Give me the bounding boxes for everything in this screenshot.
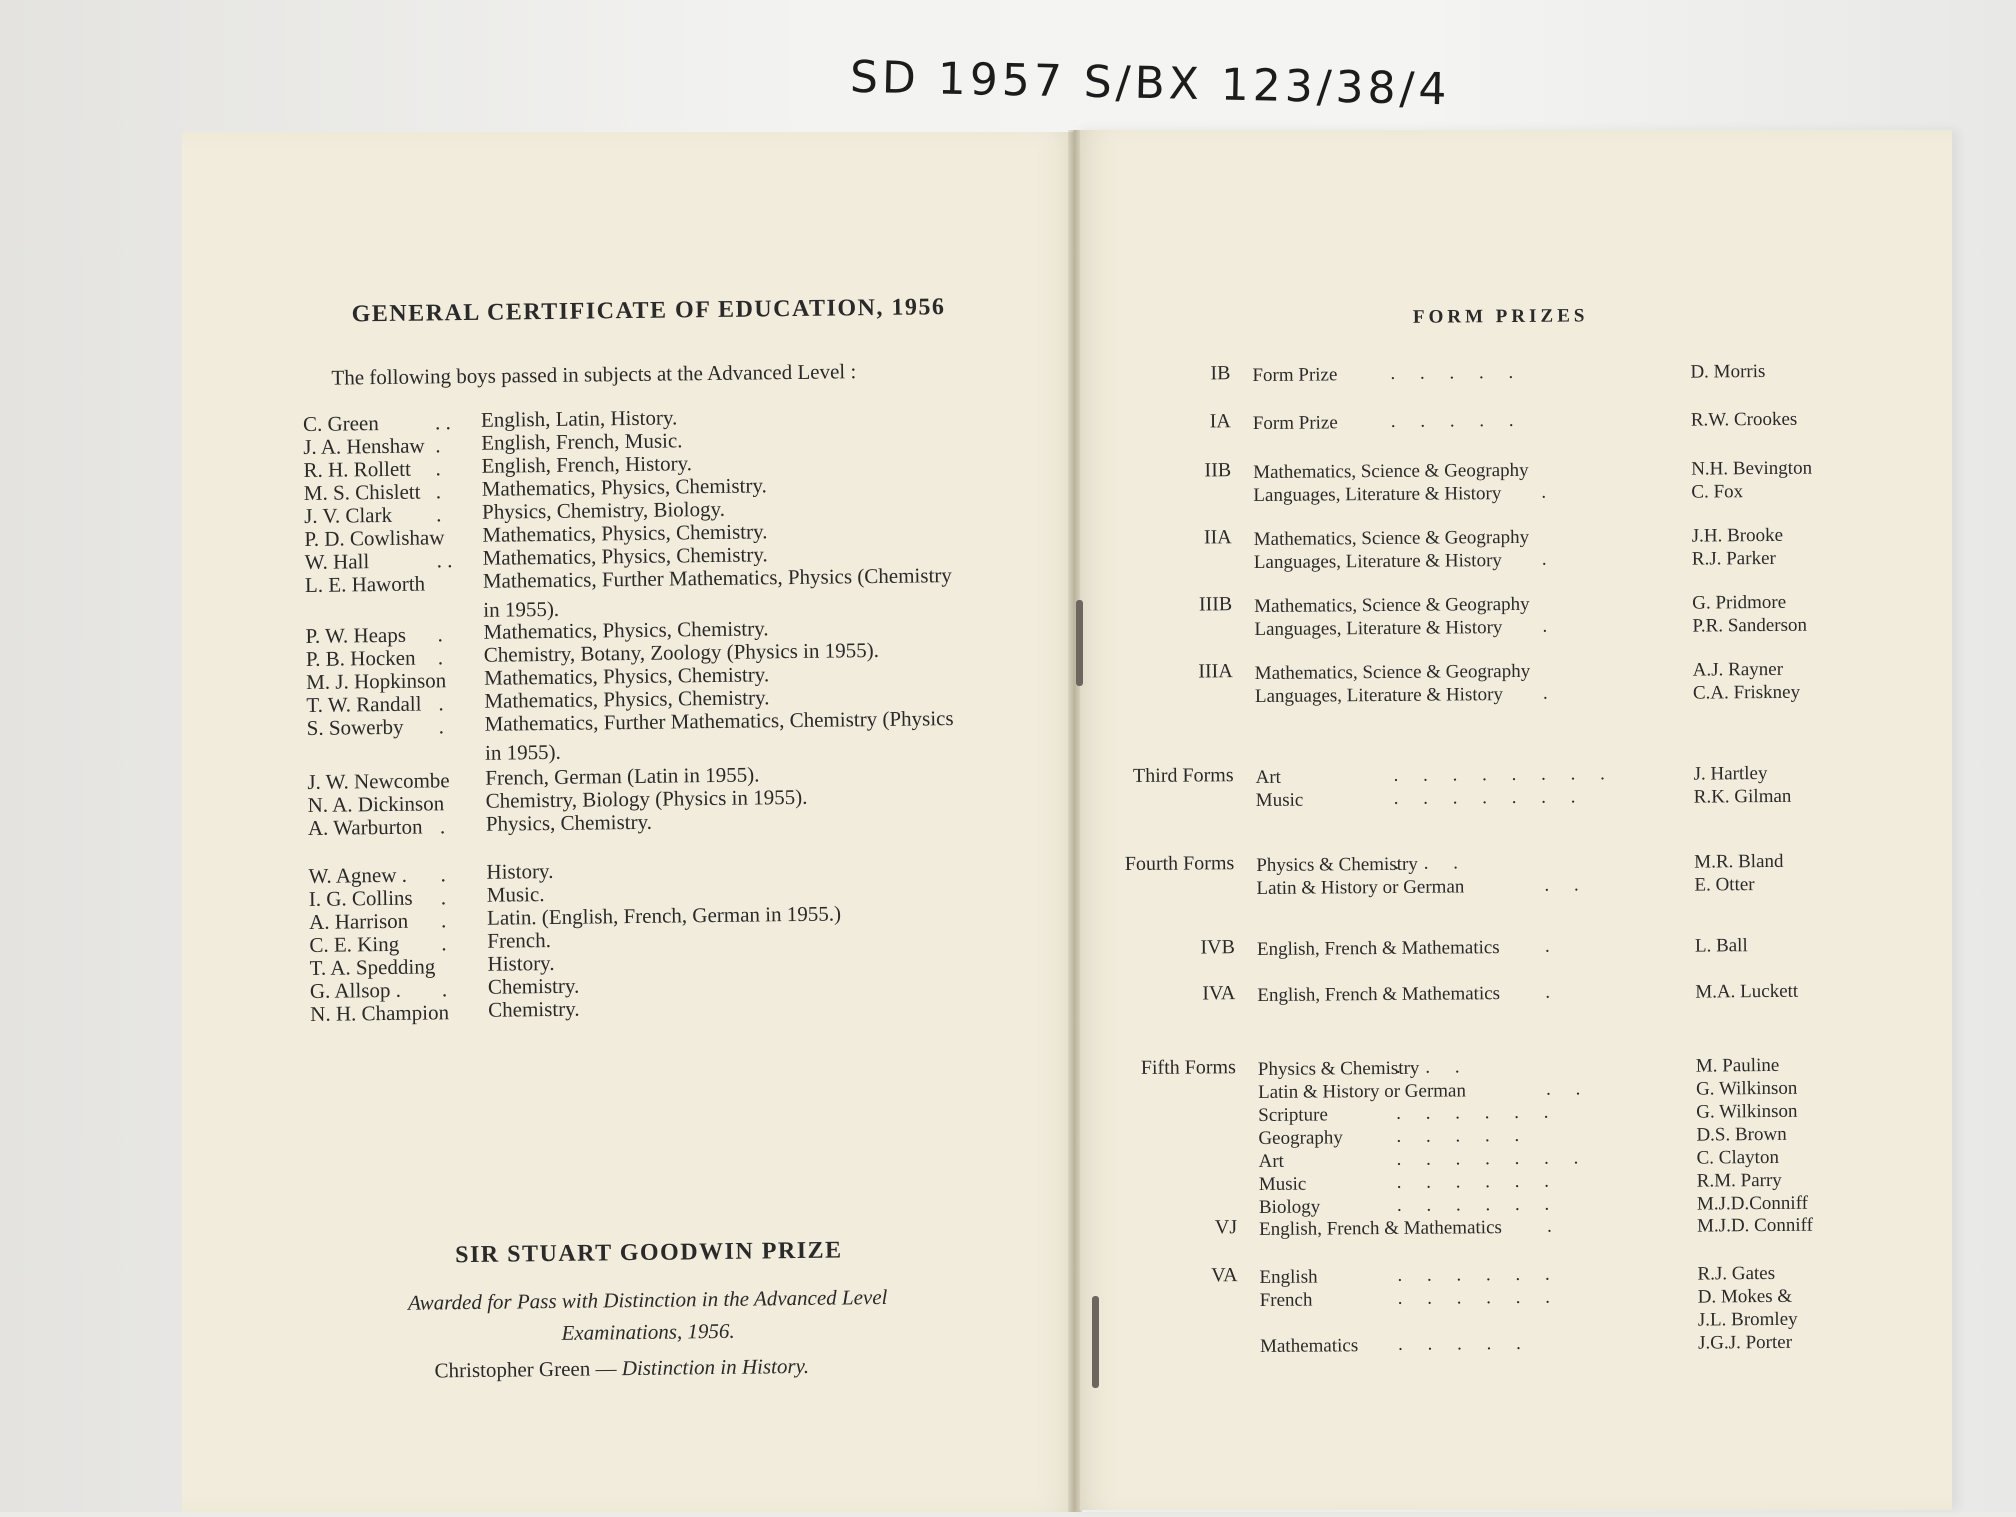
form-label: IVA	[1202, 982, 1236, 1005]
prize-leader-dots: .	[1542, 615, 1558, 637]
candidate-leader-dots: .	[435, 479, 442, 504]
form-label: VA	[1211, 1264, 1238, 1287]
prize-winner-name: E. Otter	[1694, 874, 1755, 896]
prize-leader-dots: . .	[1545, 1078, 1591, 1100]
prize-leader-dots: .	[1542, 682, 1558, 704]
prize-leader-dots: . . . . .	[1396, 1124, 1530, 1147]
prize-winner-name: R.K. Gilman	[1693, 785, 1792, 808]
candidate-leader-dots: .	[441, 977, 448, 1002]
candidate-name: N. A. Dickinson	[307, 791, 445, 817]
form-label: IIB	[1204, 459, 1232, 482]
form-label: IIIB	[1198, 593, 1233, 616]
prize-leader-dots: .	[1547, 1215, 1562, 1237]
prize-subject: Geography	[1258, 1127, 1343, 1150]
prize-winner-name: M.J.D. Conniff	[1697, 1214, 1813, 1237]
form-label: IIIA	[1198, 660, 1233, 683]
candidate-subjects: Mathematics, Further Mathematics, Physics (Chemistry in 1955).	[482, 563, 952, 622]
prize-subject: Form Prize	[1252, 364, 1338, 387]
right-page	[1074, 130, 1952, 1510]
candidate-name: A. Harrison	[308, 908, 409, 934]
candidate-leader-dots: .	[440, 885, 447, 910]
prize-winner-name: D. Morris	[1690, 361, 1766, 383]
prize-winner-name: M. Pauline	[1695, 1054, 1780, 1077]
prize-winner-name: N.H. Bevington	[1691, 457, 1813, 480]
archive-reference-handwritten: SD 1957 S/BX 123/38/4	[849, 51, 1451, 116]
candidate-name: A. Warburton	[307, 814, 423, 840]
prize-leader-dots: .	[1544, 935, 1560, 957]
prize-winner-name: C. Clayton	[1696, 1146, 1780, 1169]
candidate-subjects: Chemistry, Botany, Zoology (Physics in 1955).	[483, 637, 880, 667]
candidate-name: M. J. Hopkinson	[305, 668, 447, 694]
prize-leader-dots: . . . . . .	[1396, 1170, 1560, 1193]
form-label: Fourth Forms	[1124, 852, 1235, 876]
candidate-subjects: French, German (Latin in 1955).	[485, 762, 760, 790]
left-page-content	[173, 127, 1090, 1517]
prize-subject: Music	[1255, 789, 1304, 812]
candidate-subjects: Physics, Chemistry, Biology.	[481, 496, 726, 524]
prize-leader-dots: . . . . . . .	[1393, 786, 1586, 809]
candidate-name: C. E. King	[309, 931, 400, 957]
prize-subject: Biology	[1258, 1196, 1321, 1219]
candidate-subjects: Chemistry, Biology (Physics in 1955).	[485, 784, 808, 813]
candidate-subjects: Mathematics, Physics, Chemistry.	[481, 473, 767, 501]
prize-subject: Physics & Chemistry	[1256, 853, 1418, 877]
prize-subject: Languages, Literature & History	[1254, 684, 1504, 708]
form-label: Third Forms	[1132, 764, 1234, 787]
candidate-name: W. Hall	[304, 549, 370, 574]
candidate-name: P. D. Cowlishaw	[304, 525, 445, 551]
prize-leader-dots: .	[1545, 981, 1561, 1003]
prize-leader-dots: . . . . . .	[1397, 1263, 1560, 1286]
left-page	[182, 132, 1082, 1512]
prize-leader-dots: . . . . .	[1390, 409, 1524, 432]
prize-winner-name: G. Wilkinson	[1695, 1077, 1798, 1100]
candidate-leader-dots: .	[438, 691, 444, 716]
prize-leader-dots: . .	[1544, 874, 1589, 896]
prize-leader-dots: .	[1541, 481, 1557, 503]
prize-winner-name: R.M. Parry	[1696, 1169, 1782, 1192]
prize-winner-name: J.G.J. Porter	[1697, 1331, 1793, 1354]
staple-top	[1076, 600, 1083, 686]
candidate-leader-dots: .	[437, 645, 444, 670]
candidate-name: R. H. Rollett	[303, 456, 412, 482]
prize-winner-name: R.W. Crookes	[1690, 408, 1798, 431]
candidate-subjects: Physics, Chemistry.	[485, 809, 653, 836]
prize-winner-name: D.S. Brown	[1696, 1123, 1787, 1146]
candidate-name: C. Green	[302, 411, 379, 436]
candidate-subjects: Mathematics, Physics, Chemistry.	[482, 519, 768, 547]
form-label: IVB	[1200, 936, 1235, 959]
prize-subject: Art	[1255, 766, 1281, 789]
candidate-leader-dots: . .	[436, 548, 453, 573]
candidate-leader-dots: .	[435, 433, 441, 458]
candidate-name: L. E. Haworth	[304, 571, 426, 597]
candidate-name: T. A. Spedding	[309, 954, 436, 980]
candidate-leader-dots: .	[439, 814, 446, 839]
prize-leader-dots: . . .	[1395, 1056, 1470, 1078]
candidate-subjects: Chemistry.	[487, 973, 580, 999]
candidate-name: G. Allsop .	[309, 977, 402, 1003]
prize-winner-name: G. Pridmore	[1692, 591, 1787, 614]
page-fold	[1068, 130, 1080, 1512]
prize-distinction: Distinction in History.	[621, 1353, 810, 1381]
prize-winner	[434, 1354, 809, 1384]
candidate-leader-dots: .	[441, 931, 447, 956]
candidate-leader-dots: .	[435, 456, 441, 481]
candidate-subjects: Music.	[486, 882, 545, 907]
prize-subject: Languages, Literature & History	[1254, 617, 1503, 641]
prize-winner-name: M.A. Luckett	[1695, 980, 1799, 1003]
prize-leader-dots: .	[1541, 548, 1557, 570]
prize-subject: Latin & History or German	[1257, 1080, 1467, 1104]
prize-subject: Mathematics, Science & Geography	[1254, 660, 1531, 685]
candidate-name: S. Sowerby	[306, 714, 404, 740]
prize-winner-name: R.J. Parker	[1691, 547, 1776, 570]
prize-leader-dots: . . .	[1394, 852, 1469, 874]
prize-leader-dots: . . . . . . .	[1396, 1147, 1589, 1170]
prize-subject: English, French & Mathematics	[1259, 1217, 1502, 1241]
candidate-subjects: History.	[487, 950, 555, 976]
prize-leader-dots: . . . . .	[1397, 1332, 1531, 1355]
prize-winner-name: C. Fox	[1691, 481, 1744, 503]
candidate-name: T. W. Randall	[306, 691, 422, 717]
form-label: VJ	[1214, 1216, 1238, 1239]
form-prizes-title: FORM PRIZES	[1412, 305, 1589, 328]
candidate-leader-dots: . .	[434, 410, 451, 435]
prize-subject: French	[1259, 1289, 1313, 1312]
prize-subject: English	[1259, 1266, 1318, 1289]
candidate-leader-dots: .	[437, 622, 443, 647]
gce-intro: The following boys passed in subjects at the Advanced Level :	[331, 359, 857, 390]
candidate-name: J. V. Clark	[303, 502, 393, 528]
prize-title: SIR STUART GOODWIN PRIZE	[454, 1237, 843, 1269]
candidate-subjects: Mathematics, Physics, Chemistry.	[483, 662, 770, 690]
candidate-name: I. G. Collins	[308, 885, 413, 911]
candidate-name: P. B. Hocken	[305, 645, 416, 671]
candidate-subjects: French.	[487, 927, 552, 953]
prize-leader-dots: . . . . . .	[1397, 1286, 1561, 1309]
prize-winner-name: C.A. Friskney	[1692, 681, 1801, 704]
candidate-subjects: History.	[486, 858, 554, 884]
candidate-name: J. A. Henshaw	[303, 433, 425, 459]
prize-leader-dots: . . . . . .	[1396, 1193, 1560, 1216]
candidate-leader-dots: .	[435, 502, 442, 527]
form-label: IB	[1210, 362, 1231, 385]
prize-description: Awarded for Pass with Distinction in the Advanced Level Examinations, 1956.	[407, 1284, 888, 1345]
candidate-name: M. S. Chislett	[303, 479, 421, 505]
prize-winner-name: D. Mokes &	[1697, 1285, 1793, 1308]
prize-subject: Mathematics, Science & Geography	[1253, 459, 1529, 484]
prize-subject: English, French & Mathematics	[1257, 983, 1501, 1007]
prize-winner-name: A.J. Rayner	[1692, 658, 1784, 681]
candidate-subjects: English, Latin, History.	[480, 405, 678, 432]
prize-subject: Mathematics, Science & Geography	[1253, 526, 1530, 551]
prize-subject: Languages, Literature & History	[1253, 483, 1502, 507]
prize-winner-name: J.H. Brooke	[1691, 524, 1784, 547]
prize-subject: Scripture	[1258, 1104, 1328, 1127]
candidate-name: J. W. Newcombe	[307, 768, 450, 794]
prize-subject: English, French & Mathematics	[1256, 937, 1500, 961]
prize-subject: Physics & Chemistry	[1257, 1057, 1420, 1081]
candidate-subjects: Latin. (English, French, German in 1955.)	[486, 901, 842, 930]
candidate-name: W. Agnew .	[308, 862, 408, 888]
form-label: Fifth Forms	[1140, 1056, 1236, 1079]
prize-subject: Mathematics	[1259, 1335, 1359, 1358]
form-label: IA	[1209, 410, 1231, 433]
right-page-content	[1069, 127, 1958, 1514]
prize-leader-dots: . . . . . .	[1396, 1101, 1559, 1124]
prize-winner-name: P.R. Sanderson	[1692, 614, 1808, 637]
candidate-subjects: Chemistry.	[488, 996, 580, 1022]
prize-subject: Music	[1258, 1173, 1307, 1196]
candidate-subjects: English, French, History.	[481, 451, 693, 478]
prize-winner-name: M.R. Bland	[1694, 850, 1784, 873]
prize-winner-name: Christopher Green —	[434, 1356, 617, 1383]
candidate-subjects: Mathematics, Physics, Chemistry.	[483, 616, 769, 644]
prize-winner-name: M.J.D.Conniff	[1696, 1192, 1809, 1215]
prize-winner-name: R.J. Gates	[1697, 1262, 1776, 1285]
candidate-name: N. H. Champion	[310, 1000, 450, 1026]
candidate-subjects: Mathematics, Further Mathematics, Chemistry (Physics in 1955).	[484, 706, 954, 765]
prize-subject: Languages, Literature & History	[1253, 550, 1502, 574]
prize-winner-name: J.L. Bromley	[1697, 1308, 1798, 1331]
candidate-leader-dots: .	[438, 714, 445, 739]
candidate-leader-dots: .	[440, 862, 446, 887]
form-label: IIA	[1203, 526, 1232, 549]
gce-title: GENERAL CERTIFICATE OF EDUCATION, 1956	[351, 294, 946, 328]
candidate-subjects: Mathematics, Physics, Chemistry.	[482, 542, 768, 570]
prize-subject: Art	[1258, 1150, 1285, 1173]
prize-winner-name: J. Hartley	[1693, 763, 1768, 785]
candidate-leader-dots: .	[440, 908, 447, 933]
prize-leader-dots: . . . . . . . .	[1393, 763, 1615, 786]
prize-winner-name: G. Wilkinson	[1696, 1100, 1798, 1123]
prize-subject: Form Prize	[1252, 412, 1338, 435]
prize-subject: Mathematics, Science & Geography	[1254, 593, 1530, 618]
candidate-subjects: English, French, Music.	[481, 428, 683, 455]
prize-leader-dots: . . . . .	[1390, 361, 1524, 384]
candidate-subjects: Mathematics, Physics, Chemistry.	[484, 685, 770, 713]
prize-winner-name: L. Ball	[1694, 935, 1748, 957]
candidate-name: P. W. Heaps	[305, 622, 407, 648]
staple-bottom	[1092, 1296, 1099, 1388]
prize-subject: Latin & History or German	[1256, 876, 1465, 900]
